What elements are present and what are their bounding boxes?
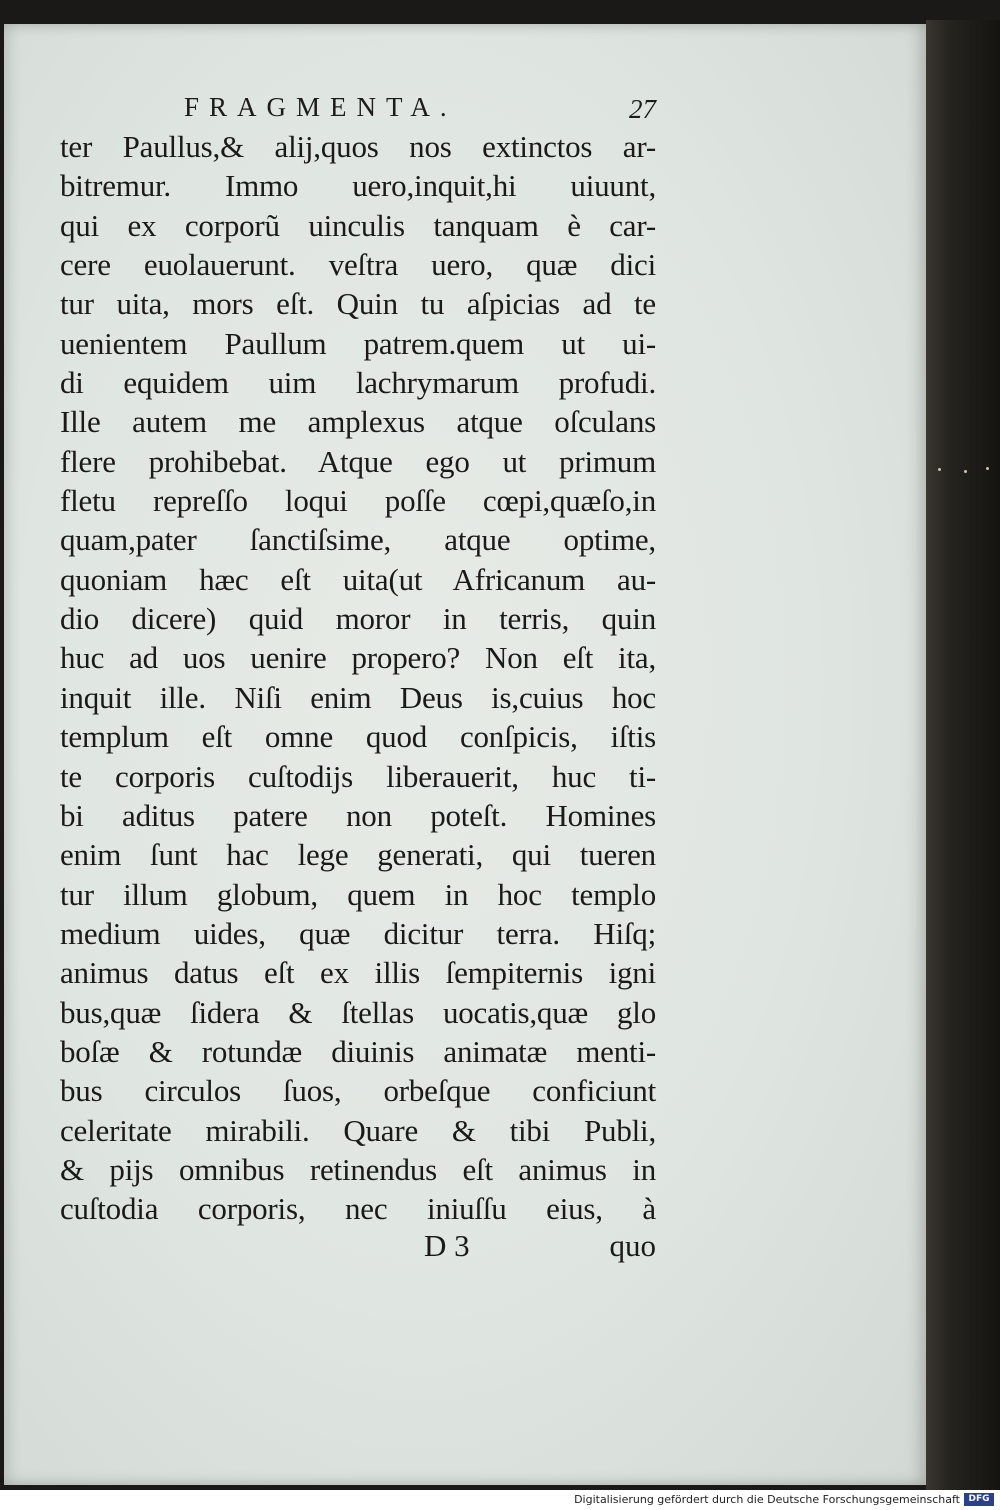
dfg-logo-icon: DFG xyxy=(964,1493,994,1506)
text-line: tur uita, mors eſt. Quin tu aſpicias ad te xyxy=(60,286,656,322)
digitization-footer xyxy=(0,1490,1000,1510)
text-line: tur illum globum, quem in hoc templo xyxy=(60,876,656,912)
text-line: te corporis cuſtodijs liberauerit, huc ti- xyxy=(60,758,656,794)
book-fore-edge xyxy=(926,20,1000,1490)
text-line: celeritate mirabili. Quare & tibi Publi, xyxy=(60,1112,656,1148)
text-line: templum eſt omne quod conſpicis, iſtis xyxy=(60,719,656,755)
text-line: fletu repreſſo loqui poſſe cœpi,quæſo,in xyxy=(60,483,656,519)
page-footer xyxy=(60,1228,656,1268)
text-line: medium uides, quæ dicitur terra. Hiſq; xyxy=(60,915,656,951)
text-line: bitremur. Immo uero,inquit,hi uiuunt, xyxy=(60,168,656,204)
text-line: dio dicere) quid moror in terris, quin xyxy=(60,601,656,637)
text-line: bus,quæ ſidera & ſtellas uocatis,quæ glo xyxy=(60,994,656,1030)
text-line: uenientem Paullum patrem.quem ut ui- xyxy=(60,325,656,361)
text-line: cere euolauerunt. veſtra uero, quæ dici xyxy=(60,247,656,283)
body-text xyxy=(60,127,656,1229)
page-number: 27 xyxy=(629,94,656,124)
catchword: quo xyxy=(609,1228,656,1263)
text-line: bi aditus patere non poteſt. Homines xyxy=(60,797,656,833)
running-head xyxy=(184,92,656,132)
text-line: boſæ & rotundæ diuinis animatæ menti- xyxy=(60,1033,656,1069)
text-line: flere prohibebat. Atque ego ut primum xyxy=(60,443,656,479)
text-line: di equidem uim lachrymarum profudi. xyxy=(60,365,656,401)
text-line: inquit ille. Niſi enim Deus is,cuius hoc xyxy=(60,679,656,715)
text-line: enim ſunt hac lege generati, qui tueren xyxy=(60,837,656,873)
funding-credit: Digitalisierung gefördert durch die Deutsche Forschungsgemeinschaft xyxy=(574,1493,960,1506)
signature-mark: D 3 xyxy=(424,1228,470,1263)
text-line: ter Paullus,& alij,quos nos extinctos ar- xyxy=(60,129,656,164)
text-line: quam,pater ſanctiſsime, atque optime, xyxy=(60,522,656,558)
text-line: qui ex corporũ uinculis tanquam è car- xyxy=(60,207,656,243)
text-line: animus datus eſt ex illis ſempiternis igni xyxy=(60,955,656,991)
text-line: & pijs omnibus retinendus eſt animus in xyxy=(60,1151,656,1187)
text-line: bus circulos ſuos, orbeſque conficiunt xyxy=(60,1073,656,1109)
text-line: quoniam hæc eſt uita(ut Africanum au- xyxy=(60,561,656,597)
text-line: huc ad uos uenire propero? Non eſt ita, xyxy=(60,640,656,676)
running-head-title: FRAGMENTA. xyxy=(184,92,457,122)
text-line: cuſtodia corporis, nec iniuſſu eius, à xyxy=(60,1191,656,1227)
text-line: Ille autem me amplexus atque oſculans xyxy=(60,404,656,440)
